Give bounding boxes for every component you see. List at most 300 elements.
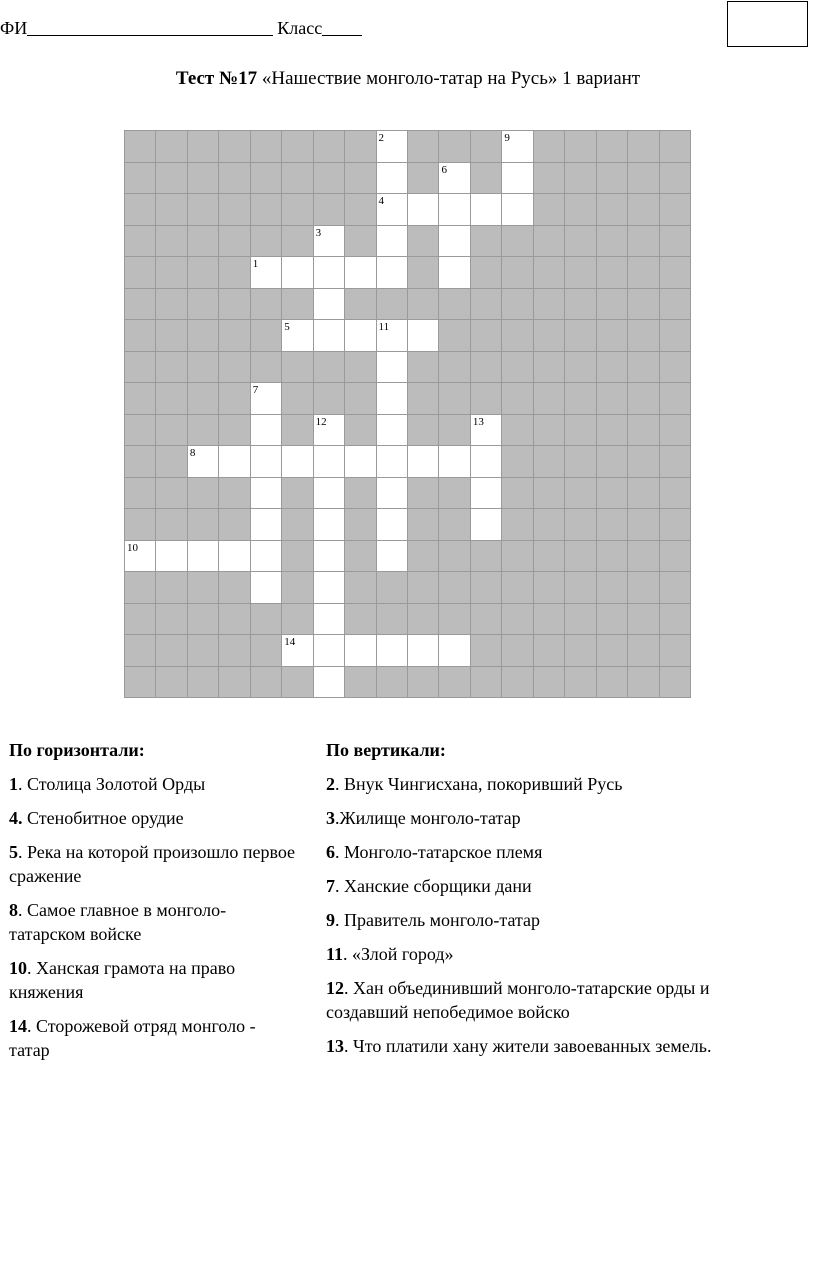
clue-number: 11 bbox=[378, 321, 390, 333]
crossword-cell[interactable] bbox=[314, 604, 345, 636]
blocked-cell bbox=[597, 226, 628, 258]
crossword-cell[interactable] bbox=[408, 635, 439, 667]
clue-item-text: . Ханские сборщики дани bbox=[335, 876, 532, 896]
blocked-cell bbox=[439, 131, 470, 163]
blocked-cell bbox=[251, 320, 282, 352]
blocked-cell bbox=[125, 352, 156, 384]
crossword-cell[interactable] bbox=[345, 257, 376, 289]
blocked-cell bbox=[471, 572, 502, 604]
crossword-cell[interactable] bbox=[377, 163, 408, 195]
blocked-cell bbox=[502, 541, 533, 573]
blocked-cell bbox=[565, 163, 596, 195]
blocked-cell bbox=[660, 226, 691, 258]
clue-number: 14 bbox=[284, 636, 296, 648]
blocked-cell bbox=[251, 667, 282, 699]
crossword-cell[interactable] bbox=[314, 226, 345, 258]
crossword-cell[interactable] bbox=[377, 226, 408, 258]
clue-item bbox=[326, 908, 796, 932]
blocked-cell bbox=[439, 352, 470, 384]
blocked-cell bbox=[628, 415, 659, 447]
blocked-cell bbox=[628, 131, 659, 163]
crossword-cell[interactable] bbox=[345, 320, 376, 352]
crossword-cell[interactable] bbox=[408, 194, 439, 226]
crossword-cell[interactable] bbox=[251, 415, 282, 447]
clue-number: 1 bbox=[252, 258, 259, 270]
clue-item-number: 2 bbox=[326, 774, 335, 794]
blocked-cell bbox=[282, 604, 313, 636]
blocked-cell bbox=[314, 194, 345, 226]
clue-item bbox=[9, 898, 299, 946]
blocked-cell bbox=[534, 635, 565, 667]
blocked-cell bbox=[628, 352, 659, 384]
blocked-cell bbox=[628, 509, 659, 541]
crossword-cell[interactable] bbox=[471, 194, 502, 226]
clue-number: 7 bbox=[252, 384, 259, 396]
crossword-cell[interactable] bbox=[219, 541, 250, 573]
blocked-cell bbox=[471, 163, 502, 195]
clue-number: 9 bbox=[504, 132, 510, 144]
crossword-cell[interactable] bbox=[377, 541, 408, 573]
blocked-cell bbox=[156, 320, 187, 352]
blocked-cell bbox=[188, 257, 219, 289]
clue-number: 10 bbox=[127, 541, 138, 554]
blocked-cell bbox=[156, 604, 187, 636]
clue-item bbox=[326, 874, 796, 898]
blocked-cell bbox=[597, 415, 628, 447]
blocked-cell bbox=[471, 352, 502, 384]
blocked-cell bbox=[125, 572, 156, 604]
blocked-cell bbox=[408, 163, 439, 195]
blocked-cell bbox=[219, 572, 250, 604]
blocked-cell bbox=[282, 572, 313, 604]
blocked-cell bbox=[597, 194, 628, 226]
crossword-cell[interactable] bbox=[377, 446, 408, 478]
crossword-cell[interactable] bbox=[251, 446, 282, 478]
blocked-cell bbox=[188, 572, 219, 604]
blocked-cell bbox=[471, 604, 502, 636]
blocked-cell bbox=[502, 415, 533, 447]
blocked-cell bbox=[597, 131, 628, 163]
crossword-cell[interactable] bbox=[502, 163, 533, 195]
blocked-cell bbox=[502, 604, 533, 636]
blocked-cell bbox=[156, 635, 187, 667]
blocked-cell bbox=[534, 509, 565, 541]
blocked-cell bbox=[565, 257, 596, 289]
blocked-cell bbox=[534, 383, 565, 415]
down-heading: По вертикали: bbox=[326, 740, 446, 760]
blocked-cell bbox=[660, 415, 691, 447]
blocked-cell bbox=[345, 541, 376, 573]
crossword-cell[interactable] bbox=[125, 541, 156, 573]
crossword-cell[interactable] bbox=[439, 635, 470, 667]
crossword-cell[interactable] bbox=[251, 383, 282, 415]
blocked-cell bbox=[156, 194, 187, 226]
clue-item-number: 1 bbox=[9, 774, 18, 794]
blocked-cell bbox=[628, 604, 659, 636]
blocked-cell bbox=[188, 131, 219, 163]
blocked-cell bbox=[471, 667, 502, 699]
blocked-cell bbox=[502, 446, 533, 478]
clue-item-text: . Хан объединивший монголо-татарские орды и создавший непобедимое войско bbox=[326, 978, 710, 1022]
blocked-cell bbox=[439, 289, 470, 321]
crossword-cell[interactable] bbox=[188, 446, 219, 478]
clue-item-text: .Жилище монголо-татар bbox=[335, 808, 521, 828]
clue-item-number: 14 bbox=[9, 1016, 27, 1036]
crossword-cell[interactable] bbox=[377, 509, 408, 541]
blocked-cell bbox=[345, 478, 376, 510]
blocked-cell bbox=[282, 131, 313, 163]
blocked-cell bbox=[188, 194, 219, 226]
blocked-cell bbox=[628, 226, 659, 258]
blocked-cell bbox=[597, 572, 628, 604]
blocked-cell bbox=[660, 667, 691, 699]
clue-item-text: . Правитель монголо-татар bbox=[335, 910, 541, 930]
blocked-cell bbox=[565, 446, 596, 478]
blocked-cell bbox=[345, 604, 376, 636]
blocked-cell bbox=[125, 667, 156, 699]
blocked-cell bbox=[628, 572, 659, 604]
blocked-cell bbox=[156, 478, 187, 510]
crossword-cell[interactable] bbox=[251, 478, 282, 510]
blocked-cell bbox=[534, 667, 565, 699]
blocked-cell bbox=[219, 163, 250, 195]
crossword-cell[interactable] bbox=[251, 572, 282, 604]
blocked-cell bbox=[251, 352, 282, 384]
crossword-cell[interactable] bbox=[377, 478, 408, 510]
crossword-cell[interactable] bbox=[282, 320, 313, 352]
blocked-cell bbox=[345, 289, 376, 321]
crossword-cell[interactable] bbox=[439, 257, 470, 289]
blocked-cell bbox=[156, 383, 187, 415]
blocked-cell bbox=[251, 194, 282, 226]
blocked-cell bbox=[188, 320, 219, 352]
blocked-cell bbox=[534, 415, 565, 447]
clue-number: 2 bbox=[378, 132, 385, 144]
blocked-cell bbox=[188, 604, 219, 636]
blocked-cell bbox=[345, 131, 376, 163]
blocked-cell bbox=[471, 541, 502, 573]
blocked-cell bbox=[439, 604, 470, 636]
blocked-cell bbox=[628, 667, 659, 699]
crossword-cell[interactable] bbox=[345, 446, 376, 478]
blocked-cell bbox=[345, 194, 376, 226]
crossword-cell[interactable] bbox=[345, 635, 376, 667]
clue-number: 12 bbox=[315, 415, 327, 428]
crossword-cell[interactable] bbox=[251, 257, 282, 289]
blocked-cell bbox=[282, 383, 313, 415]
blocked-cell bbox=[156, 667, 187, 699]
blocked-cell bbox=[597, 257, 628, 289]
blocked-cell bbox=[597, 509, 628, 541]
crossword-cell[interactable] bbox=[439, 163, 470, 195]
blocked-cell bbox=[156, 446, 187, 478]
blocked-cell bbox=[156, 226, 187, 258]
blocked-cell bbox=[660, 604, 691, 636]
clue-number: 6 bbox=[441, 163, 447, 176]
crossword-cell[interactable] bbox=[251, 509, 282, 541]
blocked-cell bbox=[502, 320, 533, 352]
blocked-cell bbox=[439, 667, 470, 699]
blocked-cell bbox=[660, 163, 691, 195]
crossword-cell[interactable] bbox=[314, 320, 345, 352]
crossword-cell[interactable] bbox=[282, 635, 313, 667]
blocked-cell bbox=[125, 509, 156, 541]
clue-item-text: . Сторожевой отряд монголо - татар bbox=[9, 1016, 256, 1060]
blocked-cell bbox=[408, 604, 439, 636]
crossword-cell[interactable] bbox=[408, 446, 439, 478]
clue-item bbox=[326, 806, 796, 830]
clue-item-text: . Что платили хану жители завоеванных земель. bbox=[344, 1036, 712, 1056]
blocked-cell bbox=[597, 478, 628, 510]
blocked-cell bbox=[597, 446, 628, 478]
crossword-cell[interactable] bbox=[471, 478, 502, 510]
blocked-cell bbox=[439, 320, 470, 352]
crossword-cell[interactable] bbox=[314, 667, 345, 699]
crossword-cell[interactable] bbox=[314, 415, 345, 447]
blocked-cell bbox=[219, 604, 250, 636]
blocked-cell bbox=[188, 352, 219, 384]
clue-item-number: 13 bbox=[326, 1036, 344, 1056]
blocked-cell bbox=[345, 667, 376, 699]
blocked-cell bbox=[534, 446, 565, 478]
blocked-cell bbox=[660, 383, 691, 415]
crossword-cell[interactable] bbox=[314, 257, 345, 289]
class-label: Класс bbox=[277, 18, 323, 38]
page-title bbox=[0, 68, 816, 90]
blocked-cell bbox=[565, 352, 596, 384]
crossword-cell[interactable] bbox=[251, 541, 282, 573]
blocked-cell bbox=[660, 446, 691, 478]
clue-item bbox=[326, 772, 796, 796]
blocked-cell bbox=[125, 604, 156, 636]
clue-item bbox=[326, 840, 796, 864]
blocked-cell bbox=[534, 478, 565, 510]
clue-item-text: Стенобитное орудие bbox=[22, 808, 184, 828]
blocked-cell bbox=[628, 163, 659, 195]
blocked-cell bbox=[408, 667, 439, 699]
clue-number: 5 bbox=[284, 321, 290, 333]
crossword-cell[interactable] bbox=[439, 226, 470, 258]
blocked-cell bbox=[471, 635, 502, 667]
crossword-cell[interactable] bbox=[408, 320, 439, 352]
crossword-cell[interactable] bbox=[471, 415, 502, 447]
blocked-cell bbox=[534, 194, 565, 226]
blocked-cell bbox=[125, 289, 156, 321]
blocked-cell bbox=[660, 541, 691, 573]
blocked-cell bbox=[408, 352, 439, 384]
clue-item-text: . Ханская грамота на право княжения bbox=[9, 958, 236, 1002]
blocked-cell bbox=[408, 131, 439, 163]
blocked-cell bbox=[377, 572, 408, 604]
blocked-cell bbox=[660, 289, 691, 321]
crossword-cell[interactable] bbox=[502, 131, 533, 163]
blocked-cell bbox=[282, 194, 313, 226]
blocked-cell bbox=[408, 415, 439, 447]
blocked-cell bbox=[314, 383, 345, 415]
blocked-cell bbox=[660, 131, 691, 163]
blocked-cell bbox=[377, 289, 408, 321]
crossword-cell[interactable] bbox=[282, 446, 313, 478]
blocked-cell bbox=[251, 635, 282, 667]
crossword-cell[interactable] bbox=[188, 541, 219, 573]
crossword-cell[interactable] bbox=[377, 352, 408, 384]
blocked-cell bbox=[282, 667, 313, 699]
blocked-cell bbox=[188, 163, 219, 195]
blocked-cell bbox=[502, 383, 533, 415]
blocked-cell bbox=[282, 415, 313, 447]
crossword-cell[interactable] bbox=[219, 446, 250, 478]
blocked-cell bbox=[534, 226, 565, 258]
crossword-cell[interactable] bbox=[377, 635, 408, 667]
crossword-cell[interactable] bbox=[314, 635, 345, 667]
blocked-cell bbox=[156, 257, 187, 289]
blocked-cell bbox=[188, 478, 219, 510]
blocked-cell bbox=[345, 163, 376, 195]
clue-item-text: . «Злой город» bbox=[343, 944, 454, 964]
blocked-cell bbox=[188, 415, 219, 447]
name-blank[interactable] bbox=[27, 19, 273, 36]
crossword-cell[interactable] bbox=[377, 194, 408, 226]
blocked-cell bbox=[219, 289, 250, 321]
blocked-cell bbox=[188, 383, 219, 415]
blocked-cell bbox=[565, 383, 596, 415]
crossword-cell[interactable] bbox=[377, 131, 408, 163]
blocked-cell bbox=[125, 163, 156, 195]
clue-item-number: 4. bbox=[9, 808, 23, 828]
grade-box bbox=[727, 1, 808, 47]
blocked-cell bbox=[502, 635, 533, 667]
crossword-cell[interactable] bbox=[439, 446, 470, 478]
blocked-cell bbox=[125, 257, 156, 289]
blocked-cell bbox=[408, 383, 439, 415]
blocked-cell bbox=[597, 289, 628, 321]
crossword-cell[interactable] bbox=[471, 509, 502, 541]
blocked-cell bbox=[345, 415, 376, 447]
blocked-cell bbox=[219, 415, 250, 447]
blocked-cell bbox=[188, 635, 219, 667]
blocked-cell bbox=[534, 289, 565, 321]
blocked-cell bbox=[502, 572, 533, 604]
down-clues bbox=[326, 738, 796, 1068]
crossword-cell[interactable] bbox=[377, 257, 408, 289]
blocked-cell bbox=[471, 226, 502, 258]
crossword-cell[interactable] bbox=[471, 446, 502, 478]
blocked-cell bbox=[439, 383, 470, 415]
across-heading: По горизонтали: bbox=[9, 740, 145, 760]
blocked-cell bbox=[314, 163, 345, 195]
clue-item bbox=[9, 772, 299, 796]
clue-item-number: 11 bbox=[326, 944, 344, 964]
clue-item-number: 8 bbox=[9, 900, 18, 920]
crossword-cell[interactable] bbox=[314, 541, 345, 573]
header-line bbox=[0, 18, 362, 39]
blocked-cell bbox=[188, 667, 219, 699]
crossword-cell[interactable] bbox=[377, 320, 408, 352]
blocked-cell bbox=[660, 572, 691, 604]
blocked-cell bbox=[125, 446, 156, 478]
clue-item bbox=[9, 956, 299, 1004]
blocked-cell bbox=[408, 541, 439, 573]
crossword-cell[interactable] bbox=[282, 257, 313, 289]
blocked-cell bbox=[660, 320, 691, 352]
crossword-cell[interactable] bbox=[377, 383, 408, 415]
clue-item-text: . Монголо-татарское племя bbox=[335, 842, 543, 862]
crossword-cell[interactable] bbox=[314, 509, 345, 541]
blocked-cell bbox=[534, 131, 565, 163]
blocked-cell bbox=[628, 383, 659, 415]
crossword-cell[interactable] bbox=[314, 446, 345, 478]
blocked-cell bbox=[125, 226, 156, 258]
blocked-cell bbox=[502, 352, 533, 384]
crossword-cell[interactable] bbox=[314, 289, 345, 321]
blocked-cell bbox=[597, 667, 628, 699]
blocked-cell bbox=[502, 257, 533, 289]
blocked-cell bbox=[628, 194, 659, 226]
blocked-cell bbox=[219, 478, 250, 510]
blocked-cell bbox=[219, 509, 250, 541]
crossword-cell[interactable] bbox=[156, 541, 187, 573]
blocked-cell bbox=[565, 572, 596, 604]
blocked-cell bbox=[471, 289, 502, 321]
blocked-cell bbox=[502, 509, 533, 541]
clue-item-text: . Столица Золотой Орды bbox=[18, 774, 206, 794]
title-test-number: Тест №17 bbox=[175, 68, 258, 89]
blocked-cell bbox=[251, 226, 282, 258]
blocked-cell bbox=[408, 226, 439, 258]
blocked-cell bbox=[597, 604, 628, 636]
crossword-cell[interactable] bbox=[502, 194, 533, 226]
blocked-cell bbox=[125, 194, 156, 226]
blocked-cell bbox=[156, 352, 187, 384]
clue-item-number: 9 bbox=[326, 910, 335, 930]
blocked-cell bbox=[502, 667, 533, 699]
blocked-cell bbox=[565, 131, 596, 163]
blocked-cell bbox=[628, 257, 659, 289]
blocked-cell bbox=[345, 572, 376, 604]
blocked-cell bbox=[282, 163, 313, 195]
clue-item bbox=[9, 1014, 299, 1062]
blocked-cell bbox=[597, 635, 628, 667]
crossword-cell[interactable] bbox=[439, 194, 470, 226]
blocked-cell bbox=[628, 478, 659, 510]
blocked-cell bbox=[219, 383, 250, 415]
crossword-cell[interactable] bbox=[377, 415, 408, 447]
blocked-cell bbox=[345, 352, 376, 384]
blocked-cell bbox=[125, 320, 156, 352]
blocked-cell bbox=[597, 352, 628, 384]
blocked-cell bbox=[219, 194, 250, 226]
clue-item bbox=[326, 976, 796, 1024]
blocked-cell bbox=[219, 257, 250, 289]
clue-item bbox=[9, 840, 299, 888]
blocked-cell bbox=[439, 509, 470, 541]
clue-item-number: 12 bbox=[326, 978, 344, 998]
clue-number: 3 bbox=[315, 226, 322, 239]
blocked-cell bbox=[219, 635, 250, 667]
blocked-cell bbox=[188, 226, 219, 258]
blocked-cell bbox=[125, 383, 156, 415]
blocked-cell bbox=[377, 604, 408, 636]
blocked-cell bbox=[471, 320, 502, 352]
blocked-cell bbox=[156, 572, 187, 604]
crossword-cell[interactable] bbox=[314, 478, 345, 510]
blocked-cell bbox=[439, 478, 470, 510]
crossword-cell[interactable] bbox=[314, 572, 345, 604]
blocked-cell bbox=[156, 131, 187, 163]
blocked-cell bbox=[565, 194, 596, 226]
class-blank[interactable] bbox=[322, 19, 362, 36]
blocked-cell bbox=[534, 257, 565, 289]
